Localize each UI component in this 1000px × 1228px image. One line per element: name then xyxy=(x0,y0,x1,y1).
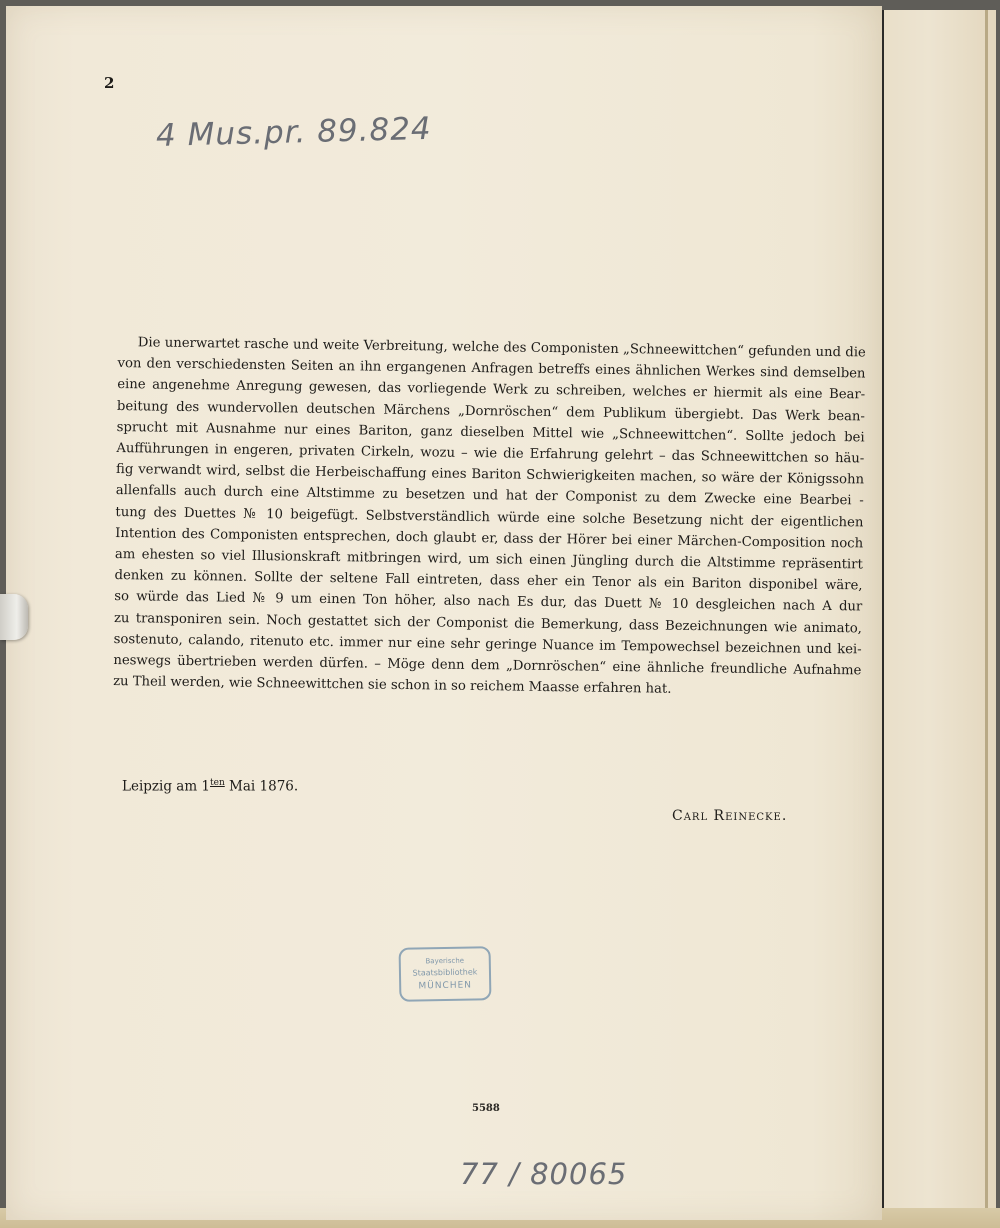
preface-line: denken zu können. Sollte der seltene Fall eintreten, dass eher ein Tenor als ein Bariton disponibel wäre, xyxy=(114,568,863,594)
dateline-date: Mai 1876. xyxy=(224,778,299,795)
handwritten-inventory-number: 77 / 80065 xyxy=(460,1157,628,1191)
preface-line: sostenuto, calando, ritenuto etc. immer nur eine sehr geringe Nuance im Tempowechsel bezeichnen und kei- xyxy=(113,631,862,658)
preface-line: Die unerwartet rasche und weite Verbreitung, welche des Componisten „Schneewittchen“ gefunden und die xyxy=(137,335,866,361)
preface-line: beitung des wundervollen deutschen Märchens „Dornröschen“ dem Publikum übergiebt. Das Werk bean- xyxy=(116,398,865,425)
signature: Carl Reinecke. xyxy=(672,808,788,824)
stamp-line-1: Bayerische xyxy=(425,956,465,966)
next-leaf-edge xyxy=(882,10,996,1222)
preface-line: Intention des Componisten entsprechen, doch glaubt er, dass der Hörer bei einer Märchen-Composition noch xyxy=(115,525,864,552)
dateline-ordinal: ten xyxy=(210,778,225,788)
preface-line: am ehesten so viel Illusionskraft mitbringen wird, um sich einen Jüngling durch die Altstimme repräsentirt xyxy=(114,547,863,573)
handwritten-shelfmark: 4 Mus.pr. 89.824 xyxy=(155,110,433,154)
preface-line: zu transponiren sein. Noch gestattet sich der Componist die Bemerkung, dass Bezeichnungen wie animato, xyxy=(113,610,863,637)
preface-line: tung des Duettes № 10 beigefügt. Selbstverständlich würde eine solche Besetzung nicht der eigentlichen xyxy=(115,504,864,531)
preface-line: zu Theil werden, wie Schneewittchen sie schon in so reichem Maasse erfahren hat. xyxy=(113,674,672,698)
library-stamp xyxy=(399,946,492,1002)
preface-line: eine angenehme Anregung gewesen, das vorliegende Werk zu schreiben, welches er hiermit als eine Bear- xyxy=(117,377,866,403)
preface-line: von den verschiedensten Seiten an ihn ergangenen Anfragen betreffs eines ähnlichen Werkes sind demselben xyxy=(117,356,866,382)
preface-text xyxy=(113,332,866,703)
dateline xyxy=(122,778,298,795)
stamp-line-3: MÜNCHEN xyxy=(418,980,473,992)
preface-line: sprucht mit Ausnahme nur eines Bariton, ganz dieselben Mittel wie „Schneewittchen“. Sollte jedoch bei xyxy=(116,419,865,446)
page-number: 2 xyxy=(104,74,115,92)
preface-line: Aufführungen in engeren, privaten Cirkeln, wozu – wie die Erfahrung gelehrt – das Schneewittchen so häu- xyxy=(116,441,865,467)
plate-number: 5588 xyxy=(472,1103,500,1114)
binding-clip xyxy=(0,594,28,640)
preface-line: so würde das Lied № 9 um einen Ton höher, also nach Es dur, das Duett № 10 desgleichen nach A dur xyxy=(114,589,863,615)
stamp-line-2: Staatsbibliothek xyxy=(412,967,478,978)
preface-line: allenfalls auch durch eine Altstimme zu besetzen und hat der Componist zu dem Zwecke eine Bearbei - xyxy=(115,483,864,509)
preface-line: fig verwandt wird, selbst die Herbeischaffung eines Bariton Schwierigkeiten machen, so wäre der Königssohn xyxy=(115,462,865,488)
dateline-place: Leipzig am 1 xyxy=(122,778,211,795)
preface-line: neswegs übertrieben werden dürfen. – Möge denn dem „Dornröschen“ eine ähnliche freundliche Aufnahme xyxy=(113,653,862,679)
